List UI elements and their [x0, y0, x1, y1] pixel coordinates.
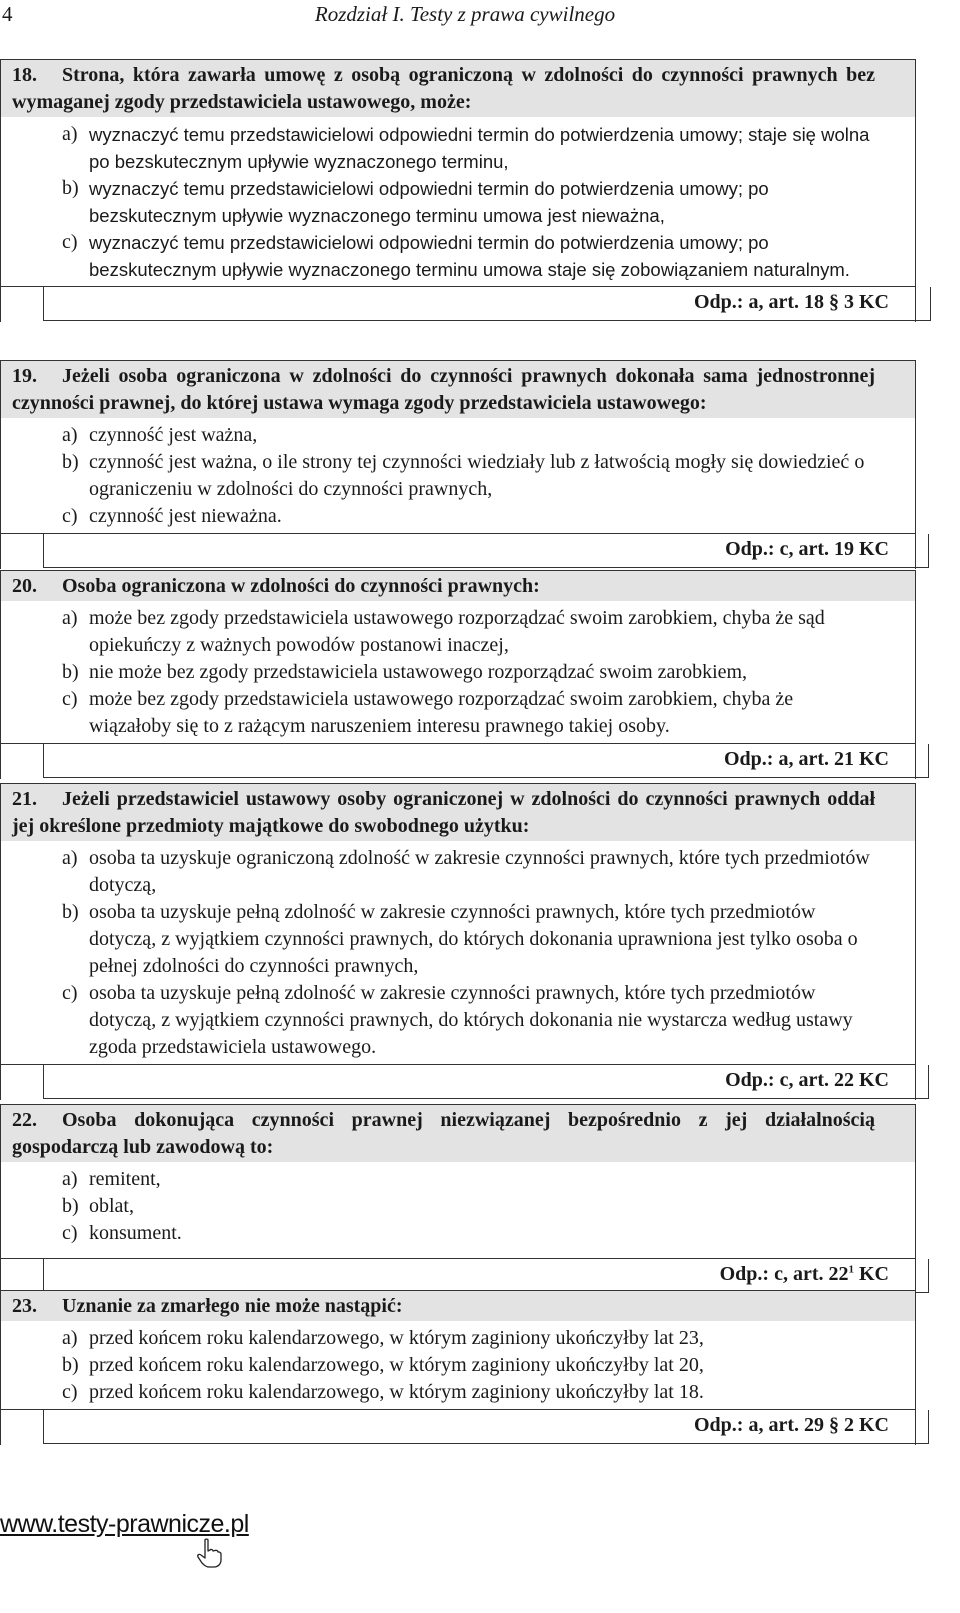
options-list: [1, 601, 915, 743]
question-21: [0, 783, 916, 1100]
answer-key: Odp.: a, art. 21 KC: [724, 748, 889, 770]
option-a: a) remitent,: [62, 1168, 161, 1190]
question-text: 20. Osoba ograniczona w zdolności do czynności prawnych:: [1, 571, 915, 601]
option-a: a) może bez zgody przedstawiciela ustawowego rozporządzać swoim zarobkiem, chyba że sąd opiekuńczy z ważnych powodów postanowi inaczej,: [62, 607, 825, 656]
option-c: c) przed końcem roku kalendarzowego, w którym zaginiony ukończyłby lat 18.: [62, 1381, 704, 1403]
question-text: 21. Jeżeli przedstawiciel ustawowy osoby ograniczonej w zdolności do czynności prawnych oddał jej określone przedmioty majątkowe do swobodnego użytku:: [1, 784, 915, 841]
question-text: 18. Strona, która zawarła umowę z osobą ograniczoną w zdolności do czynności prawnych bez wymaganej zgody przedstawiciela ustawowego, może:: [1, 60, 915, 117]
options-list: [1, 1162, 915, 1250]
answer-key: Odp.: c, art. $22^1$ KC: [719, 1263, 889, 1285]
question-22: [0, 1104, 916, 1294]
option-b: b) wyznaczyć temu przedstawicielowi odpowiedni termin do potwierdzenia umowy; po bezskutecznym upływie wyznaczonego terminu umowa jest nieważna,: [62, 177, 769, 226]
answer-key: Odp.: c, art. 19 KC: [725, 538, 889, 560]
option-b: b) przed końcem roku kalendarzowego, w którym zaginiony ukończyłby lat 20,: [62, 1354, 704, 1376]
question-23: [0, 1290, 916, 1445]
option-b: b) czynność jest ważna, o ile strony tej czynności wiedziały lub z łatwością mogły się dowiedzieć o ograniczeniu w zdolności do czynności prawnych,: [62, 451, 865, 500]
website-link[interactable]: www.testy-prawnicze.pl: [0, 1510, 249, 1538]
question-20: [0, 570, 916, 779]
option-c: c) może bez zgody przedstawiciela ustawowego rozporządzać swoim zarobkiem, chyba że wiązałoby się to z rażącym naruszeniem interesu prawnego takiej osoby.: [62, 688, 794, 737]
question-text: 22. Osoba dokonująca czynności prawnej niezwiązanej bezpośrednio z jej działalnością gospodarczą lub zawodową to:: [1, 1105, 915, 1162]
option-c: c) konsument.: [62, 1222, 182, 1244]
option-c: c) wyznaczyć temu przedstawicielowi odpowiedni termin do potwierdzenia umowy; po bezskutecznym upływie wyznaczonego terminu umowa staje się zobowiązaniem naturalnym.: [62, 231, 850, 280]
option-b: b) oblat,: [62, 1195, 134, 1217]
answer-key: Odp.: a, art. 18 § 3 KC: [694, 291, 889, 313]
question-18: [0, 59, 916, 322]
question-text: 19. Jeżeli osoba ograniczona w zdolności do czynności prawnych dokonała sama jednostronnej czynności prawnej, do której ustawa wymaga zgody przedstawiciela ustawowego:: [1, 361, 915, 418]
question-text: 23. Uznanie za zmarłego nie może nastąpić:: [1, 1291, 915, 1321]
answer-row: [1, 533, 915, 569]
option-b: b) nie może bez zgody przedstawiciela ustawowego rozporządzać swoim zarobkiem,: [62, 661, 748, 683]
option-a: a) przed końcem roku kalendarzowego, w którym zaginiony ukończyłby lat 23,: [62, 1327, 704, 1349]
option-a: a) osoba ta uzyskuje ograniczoną zdolność w zakresie czynności prawnych, które tych przedmiotów dotyczą,: [62, 847, 870, 896]
answer-row: [1, 1409, 915, 1445]
running-title: Rozdział I. Testy z prawa cywilnego: [314, 2, 616, 26]
option-a: a) wyznaczyć temu przedstawicielowi odpowiedni termin do potwierdzenia umowy; staje się wolna po bezskutecznym upływie wyznaczonego terminu,: [62, 123, 870, 172]
question-19: [0, 360, 916, 569]
answer-row: [1, 1064, 915, 1100]
answer-key: Odp.: a, art. 29 § 2 KC: [694, 1414, 889, 1436]
answer-row: [1, 286, 915, 322]
page-number: 4: [2, 2, 13, 26]
page-header: [0, 0, 960, 40]
option-c: c) osoba ta uzyskuje pełną zdolność w zakresie czynności prawnych, które tych przedmiotów dotyczą, z wyjątkiem czynności prawnych, do których dokonania nie wystarcza według ustawy zgoda przedstawiciela ustawowego.: [62, 982, 853, 1058]
option-b: b) osoba ta uzyskuje pełną zdolność w zakresie czynności prawnych, które tych przedmiotów dotyczą, z wyjątkiem czynności prawnych, do których dokonania uprawniona jest tylko osoba o pełnej zdolności do czynności prawnych,: [62, 901, 858, 977]
option-a: a) czynność jest ważna,: [62, 424, 258, 446]
options-list: [1, 418, 915, 533]
options-list: [1, 117, 915, 286]
options-list: [1, 1321, 915, 1409]
hand-pointer-icon: [196, 1538, 222, 1568]
answer-row: [1, 1258, 915, 1294]
answer-key: Odp.: c, art. 22 KC: [725, 1069, 889, 1091]
answer-row: [1, 743, 915, 779]
option-c: c) czynność jest nieważna.: [62, 505, 282, 527]
options-list: [1, 841, 915, 1064]
